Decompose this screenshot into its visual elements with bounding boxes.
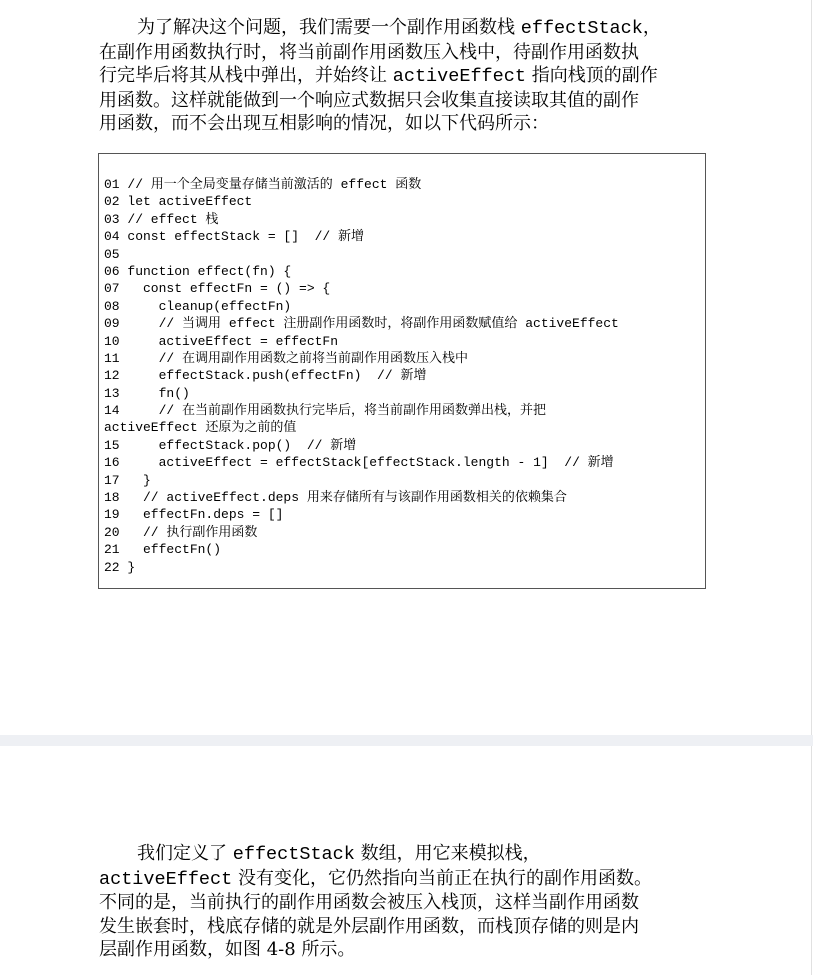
code-line: 02 let activeEffect <box>104 194 253 210</box>
code-line: 03 // effect 栈 <box>104 211 219 227</box>
code-lines <box>104 176 703 576</box>
code-line: 19 effectFn.deps = [] <box>104 507 284 523</box>
inline-code-activeeffect: activeEffect <box>392 66 526 87</box>
text-run: 没有变化，它仍然指向当前正在执行的副作用函数。 <box>232 867 652 889</box>
code-line: 15 effectStack.pop() // 新增 <box>104 437 357 453</box>
code-line: 05 <box>104 246 120 262</box>
code-line: 08 cleanup(effectFn) <box>104 298 292 314</box>
inline-code-activeeffect: activeEffect <box>99 868 233 890</box>
code-line: 17 } <box>104 472 151 488</box>
code-line: 07 const effectFn = () => { <box>104 281 331 297</box>
paragraph-line <box>99 842 711 867</box>
paragraph-line <box>99 64 711 89</box>
code-line: 18 // activeEffect.deps 用来存储所有与该副作用函数相关的依赖集合 <box>104 490 567 506</box>
code-line: 16 activeEffect = effectStack[effectStack.length - 1] // 新增 <box>104 455 614 471</box>
code-line: 01 // 用一个全局变量存储当前激活的 effect 函数 <box>104 177 422 192</box>
code-line: 11 // 在调用副作用函数之前将当前副作用函数压入栈中 <box>104 350 469 366</box>
text-run: 数组，用它来模拟栈， <box>354 843 541 864</box>
text-run: 行完毕后将其从栈中弹出，并始终让 <box>99 65 393 86</box>
text-run: 为了解决这个问题，我们需要一个副作用函数栈 <box>137 17 521 38</box>
text-run: 发生嵌套时，栈底存储的就是外层副作用函数，而栈顶存储的则是内 <box>99 915 639 937</box>
paragraph-line <box>99 16 711 41</box>
code-line: 09 // 当调用 effect 注册副作用函数时，将副作用函数赋值给 activeEffect <box>104 316 619 332</box>
code-line: activeEffect 还原为之前的值 <box>104 420 297 436</box>
paragraph-effect-stack-intro <box>99 16 711 136</box>
paragraph-line <box>99 915 711 939</box>
paragraph-line <box>99 938 711 962</box>
code-block <box>98 153 706 589</box>
text-run: 指向栈顶的副作 <box>525 65 658 86</box>
code-line: 22 } <box>104 559 136 575</box>
inline-code-effectstack: effectStack <box>232 844 355 865</box>
page-separator <box>0 735 813 746</box>
code-line: 04 const effectStack = [] // 新增 <box>104 229 365 245</box>
text-run: ， <box>642 17 661 38</box>
code-line: 20 // 执行副作用函数 <box>104 524 258 540</box>
paragraph-line <box>99 891 711 915</box>
code-line: 14 // 在当前副作用函数执行完毕后，将当前副作用函数弹出栈，并把 <box>104 403 547 419</box>
code-line: 10 activeEffect = effectFn <box>104 333 339 349</box>
text-run: 在副作用函数执行时，将当前副作用函数压入栈中，待副作用函数执 <box>99 41 639 63</box>
paragraph-line <box>99 41 711 65</box>
code-line: 06 function effect(fn) { <box>104 263 292 279</box>
text-run: 用函数。这样就能做到一个响应式数据只会收集直接读取其值的副作 <box>99 89 639 111</box>
paragraph-line <box>99 89 711 113</box>
text-run: 不同的是，当前执行的副作用函数会被压入栈顶，这样当副作用函数 <box>99 892 639 913</box>
code-line: 12 effectStack.push(effectFn) // 新增 <box>104 368 427 384</box>
code-line: 21 effectFn() <box>104 542 222 558</box>
text-run: 层副作用函数，如图 4-8 所示。 <box>99 939 356 960</box>
paragraph-effect-stack-explanation <box>99 842 711 962</box>
text-run: 我们定义了 <box>137 843 233 864</box>
paragraph-line <box>99 112 711 136</box>
text-run: 用函数，而不会出现互相影响的情况，如以下代码所示： <box>99 113 549 134</box>
code-line: 13 fn() <box>104 385 190 401</box>
inline-code-effectstack: effectStack <box>520 18 643 39</box>
paragraph-line <box>99 867 711 892</box>
